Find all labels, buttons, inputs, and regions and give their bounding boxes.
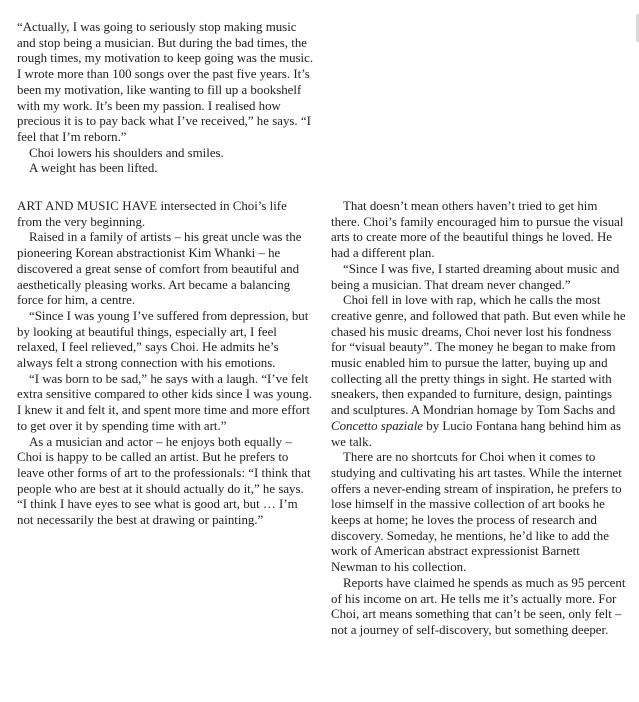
body-paragraph: “I was born to be sad,” he says with a laugh. “I’ve felt extra sensitive compared to other kids since I was young. I knew it and felt it, and spent more time and more effort to get over it by spending time with art.”	[17, 371, 312, 433]
body-paragraph: Reports have claimed he spends as much as 95 percent of his income on art. He tells me it’s actually more. For Choi, art means something that can’t be seen, only felt – not a journey of self-discovery, but something deeper.	[331, 575, 626, 637]
artwork-title: Concetto spaziale	[331, 418, 424, 433]
rap-paragraph	[331, 293, 626, 450]
section-opening-paragraph	[17, 199, 315, 230]
section-lead-in: ART AND MUSIC HAVE	[17, 199, 158, 213]
rap-paragraph-text-end: by Lucio Fontana hang behind him as we talk.	[331, 418, 622, 449]
rap-paragraph-text: Choi fell in love with rap, which he calls the most creative genre, and followed that path. But even while he chased his music dreams, Choi never lost his fondness for “visual beauty”. The money he began to make from music enabled him to pursue the latter, buying up and collecting all the pretty things in sight. He started with sneakers, then expanded to furniture, design, paintings and sculptures. A Mondrian homage by Tom Sachs and	[331, 293, 626, 418]
choi-smiles-line: Choi lowers his shoulders and smiles.	[29, 145, 224, 160]
body-paragraph: There are no shortcuts for Choi when it comes to studying and cultivating his art tastes. While the internet offers a never-ending stream of inspiration, he prefers to lose himself in the massive collection of art books he keeps at home; he loves the process of research and discovery. Someday, he mentions, he’d like to add the work of American abstract expressionist Barnett Newman to his collection.	[331, 450, 622, 575]
opening-quote: “Actually, I was going to seriously stop making music and stop being a musician. But during the bad times, the rough times, my motivation to keep going was the music. I wrote more than 100 songs over the past five years. It’s been my motivation, like wanting to fill up a bookshelf with my work. It’s been my passion. I realised how precious it is to pay back what I’ve received,” he says. “I feel that I’m reborn.”	[17, 20, 314, 144]
body-paragraph: That doesn’t mean others haven’t tried to get him there. Choi’s family encouraged him to pursue the visual arts to create more of the beautiful things he loved. He had a different plan.	[331, 199, 624, 261]
body-paragraph: “Since I was young I’ve suffered from depression, but by looking at beautiful things, especially art, I feel relaxed, I feel relieved,” says Choi. He admits he’s always felt a strong connection with his emotions.	[17, 308, 309, 371]
body-paragraph: Raised in a family of artists – his great uncle was the pioneering Korean abstractionist Kim Whanki – he discovered a great sense of comfort from beautiful and aesthetically pleasing works. Art became a balancing force for him, a centre.	[17, 230, 302, 308]
right-column	[331, 199, 626, 639]
body-paragraph: “Since I was five, I started dreaming about music and being a musician. That dream never changed.”	[331, 261, 620, 292]
weight-lifted-line: A weight has been lifted.	[29, 161, 158, 176]
body-paragraph: As a musician and actor – he enjoys both equally – Choi is happy to be called an artist. But he prefers to leave other forms of art to the professionals: “I think that people who are best at it should actually do it,” he says. “I think I have eyes to see what is good art, but … I’m not necessarily the best at drawing or painting.”	[17, 434, 311, 528]
left-column	[17, 199, 315, 529]
opening-quote-section	[17, 20, 315, 177]
section-opening-text: intersected in Choi’s life from the very beginning.	[17, 199, 287, 229]
